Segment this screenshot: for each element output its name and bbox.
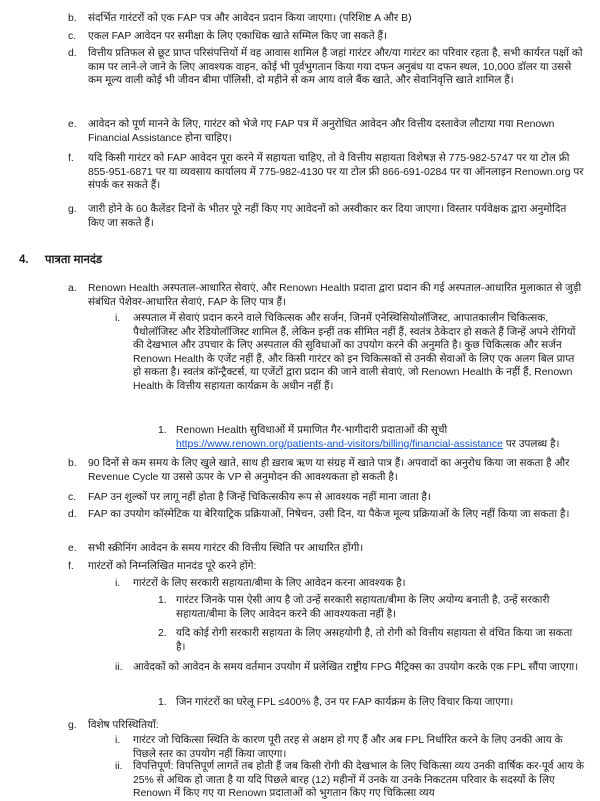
section-heading [19,254,102,268]
criteria-item-a-i-1 [158,424,584,451]
list-marker: i. [115,578,121,589]
list-text: 90 दिनों से कम समय के लिए खुले खाते, साथ ही ख़राब ऋण या संग्रह में खाते पात्र हैं। अपवादों का अनुरोध किया जा सकता है और Revenue Cycle या उससे ऊपर के VP से अनुमोदन की आवश्यकता हो सकती है। [88,458,570,483]
list-text: एकल FAP आवेदन पर समीक्षा के लिए एकाधिक खाते सम्मिल किए जा सकते हैं। [88,31,387,42]
list-text: वित्तीय प्रतिफल से छूट प्राप्त परिसंपत्तियों में वह आवास शामिल है जहां गारंटर और/या गारंटर का परिवार रहता है, सभी कार्यरत पक्षों को काम पर लाने-ले जाने के लिए आवश्यक वाहन, कोई भी पूर्वभुगतान किया गया दफन अनुबंध या दफन स्थल, 10,000 डॉलर या उससे कम मूल्य वाली कोई भी जीवन बीमा पॉलिसी, दो महीने से कम आय वाले बैंक खाते, और सेवानिवृत्ति खाते शामिल हैं। [88,48,583,87]
list-text-suffix: पर उपलब्ध है। [502,438,560,450]
list-text: गारंटर जिनके पास ऐसी आय है जो उन्हें सरकारी सहायता/बीमा के लिए अयोग्य बनाती है, उन्हें सरकारी सहायता/बीमा के लिए आवेदन करने की आवश्यकता नहीं है। [176,595,550,620]
financial-assistance-link[interactable]: https://www.renown.org/patients-and-visitors/billing/financial-assistance [176,438,503,450]
list-marker: d. [68,48,77,59]
list-item-b [68,12,584,26]
list-marker: 1. [158,595,167,606]
list-text: Renown Health सुविधाओं में प्रमाणित गैर-भागीदारी प्रदाताओं की सूची [176,425,448,436]
list-marker: 1. [158,697,167,708]
criteria-item-g [68,719,584,733]
list-marker: g. [68,204,77,215]
list-text: जारी होने के 60 कैलेंडर दिनों के भीतर पूरे नहीं किए गए आवेदनों को अस्वीकार कर दिया जाएगा। विस्तार पर्यवेक्षक द्वारा अनुमोदित किए जा सकते हैं। [88,204,567,229]
list-marker: d. [68,509,77,520]
criteria-item-d [68,508,584,522]
list-item-d [68,47,584,88]
list-marker: i. [115,735,121,746]
criteria-item-b [68,457,584,484]
list-text: जिन गारंटरों का घरेलू FPL ≤400% है, उन पर FAP कार्यक्रम के लिए विचार किया जाएगा। [176,697,514,708]
criteria-item-f-ii [115,661,584,675]
list-marker: 1. [158,425,167,436]
list-marker: c. [68,31,77,42]
list-text: आवेदकों को आवेदन के समय वर्तमान उपयोग में प्रलेखित राष्ट्रीय FPG मैट्रिक्स का उपयोग करके एक FPL सौंपा जाएगा। [133,662,579,673]
section-title: पात्रता मानदंड [45,254,103,266]
list-marker: e. [68,119,77,130]
list-text: गारंटर जो चिकित्सा स्थिति के कारण पूरी तरह से अक्षम हो गए हैं और अब FPL निर्धारित करने के लिए उनकी आय के पिछले स्तर का उपयोग नहीं किया जाएगा। [133,735,563,760]
list-marker: e. [68,543,77,554]
list-marker: g. [68,720,77,731]
list-text: विशेष परिस्थितियाँ: [88,720,159,731]
criteria-item-f-ii-1 [158,696,584,710]
criteria-item-c [68,491,584,505]
list-marker: 2. [158,628,167,639]
list-text: विपत्तिपूर्ण: विपत्तिपूर्ण लागतें तब होती हैं जब किसी रोगी की देखभाल के लिए चिकित्सा व्यय उनकी वार्षिक कर-पूर्व आय के 25% से अधिक हो जाता है या यदि पिछले बारह (12) महीनों में उनके या उनके निकटतम परिवार के सदस्यों के लिए Renown में किए गए या Renown प्रदाताओं को भुगतान किए गए चिकित्सा व्यय [133,761,584,800]
criteria-item-f-i-2 [158,627,584,654]
list-marker: c. [68,492,77,503]
list-item-f [68,152,584,193]
list-text: आवेदन को पूर्ण मानने के लिए, गारंटर को भेजे गए FAP पत्र में अनुरोधित आवेदन और वित्तीय दस्तावेज लौटाया गया Renown Financial Assistance होना चाहिए। [88,119,555,144]
list-text: Renown Health अस्पताल-आधारित सेवाएं, और Renown Health प्रदाता द्वारा प्रदान की गई अस्पताल-आधारित मुलाकात से जुड़ी संबंधित पेशेवर-आधारित सेवाएं, FAP के लिए पात्र हैं। [88,283,582,308]
list-text: गारंटरों को निम्नलिखित मानदंड पूरे करने होंगे: [88,561,257,572]
list-text: यदि कोई रोगी सरकारी सहायता के लिए असहयोगी है, तो रोगी को वित्तीय सहायता से वंचित किया जा सकता है। [176,628,573,653]
list-text: यदि किसी गारंटर को FAP आवेदन पूरा करने में सहायता चाहिए, तो वे वित्तीय सहायता विशेषज्ञ से 775-982-5747 पर या टोल फ्री 855-951-6871 पर या व्यवसाय कार्यालय में 775-982-4130 पर या टोल फ्री 866-691-0284 पर या ऑनलाइन Renown.org पर संपर्क कर सकते हैं। [88,153,584,192]
list-text: संदर्भित गारंटरों को एक FAP पत्र और आवेदन प्रदान किया जाएगा। (परिशिष्ट A और B) [88,13,412,24]
list-item-g [68,203,584,230]
list-marker: ii. [115,662,123,673]
list-text: FAP उन शुल्कों पर लागू नहीं होता है जिन्हें चिकित्सकीय रूप से आवश्यक नहीं माना जाता है। [88,492,431,503]
list-text: गारंटरों के लिए सरकारी सहायता/बीमा के लिए आवेदन करना आवश्यक है। [133,578,406,589]
criteria-item-f [68,560,584,574]
criteria-item-g-i [115,734,584,761]
list-text: सभी स्क्रीनिंग आवेदन के समय गारंटर की वित्तीय स्थिति पर आधारित होंगी। [88,543,364,554]
list-text: FAP का उपयोग कॉस्मेटिक या बेरियाट्रिक प्रक्रियाओं, निषेचन, उसी दिन, या पैकेज मूल्य प्रक्रियाओं के लिए नहीं किया जा सकता है। [88,509,570,520]
list-marker: ii. [115,761,123,772]
list-item-c [68,30,584,44]
list-marker: i. [115,313,121,324]
criteria-item-g-ii [115,760,584,801]
criteria-item-e [68,542,584,556]
criteria-item-f-i-1 [158,594,584,621]
section-number: 4. [19,254,29,266]
list-marker: a. [68,283,77,294]
criteria-item-a [68,282,584,309]
list-marker: b. [68,458,77,469]
list-marker: b. [68,13,77,24]
list-marker: f. [68,153,74,164]
criteria-item-f-i [115,577,584,591]
list-item-e [68,118,584,145]
list-text-wrap [176,424,584,451]
criteria-item-a-i [115,312,584,394]
list-text: अस्पताल में सेवाएं प्रदान करने वाले चिकित्सक और सर्जन, जिनमें एनेस्थिसियोलॉजिस्ट, आपातकालीन चिकित्सक, पैथोलॉजिस्ट और रेडियोलॉजिस्ट शामिल हैं, लेकिन इन्हीं तक सीमित नहीं हैं, स्वतंत्र ठेकेदार हो सकते हैं जिन्हें अपने रोगियों की देखभाल और उपचार के लिए अस्पताल की सुविधाओं का उपयोग करने की अनुमति है। कुछ चिकित्सक और सर्जन Renown Health के एजेंट नहीं हैं, और किसी गारंटर को इन चिकित्सकों से उनकी सेवाओं के लिए एक अलग बिल प्राप्त हो सकता है। स्वतंत्र कॉन्ट्रैक्टर्स, या एजेंटों द्वारा प्रदान की जाने वाली सेवाएं, जो Renown Health के नहीं हैं, Renown Health के वित्तीय सहायता कार्यक्रम के अधीन नहीं हैं। [133,313,576,392]
list-marker: f. [68,561,74,572]
